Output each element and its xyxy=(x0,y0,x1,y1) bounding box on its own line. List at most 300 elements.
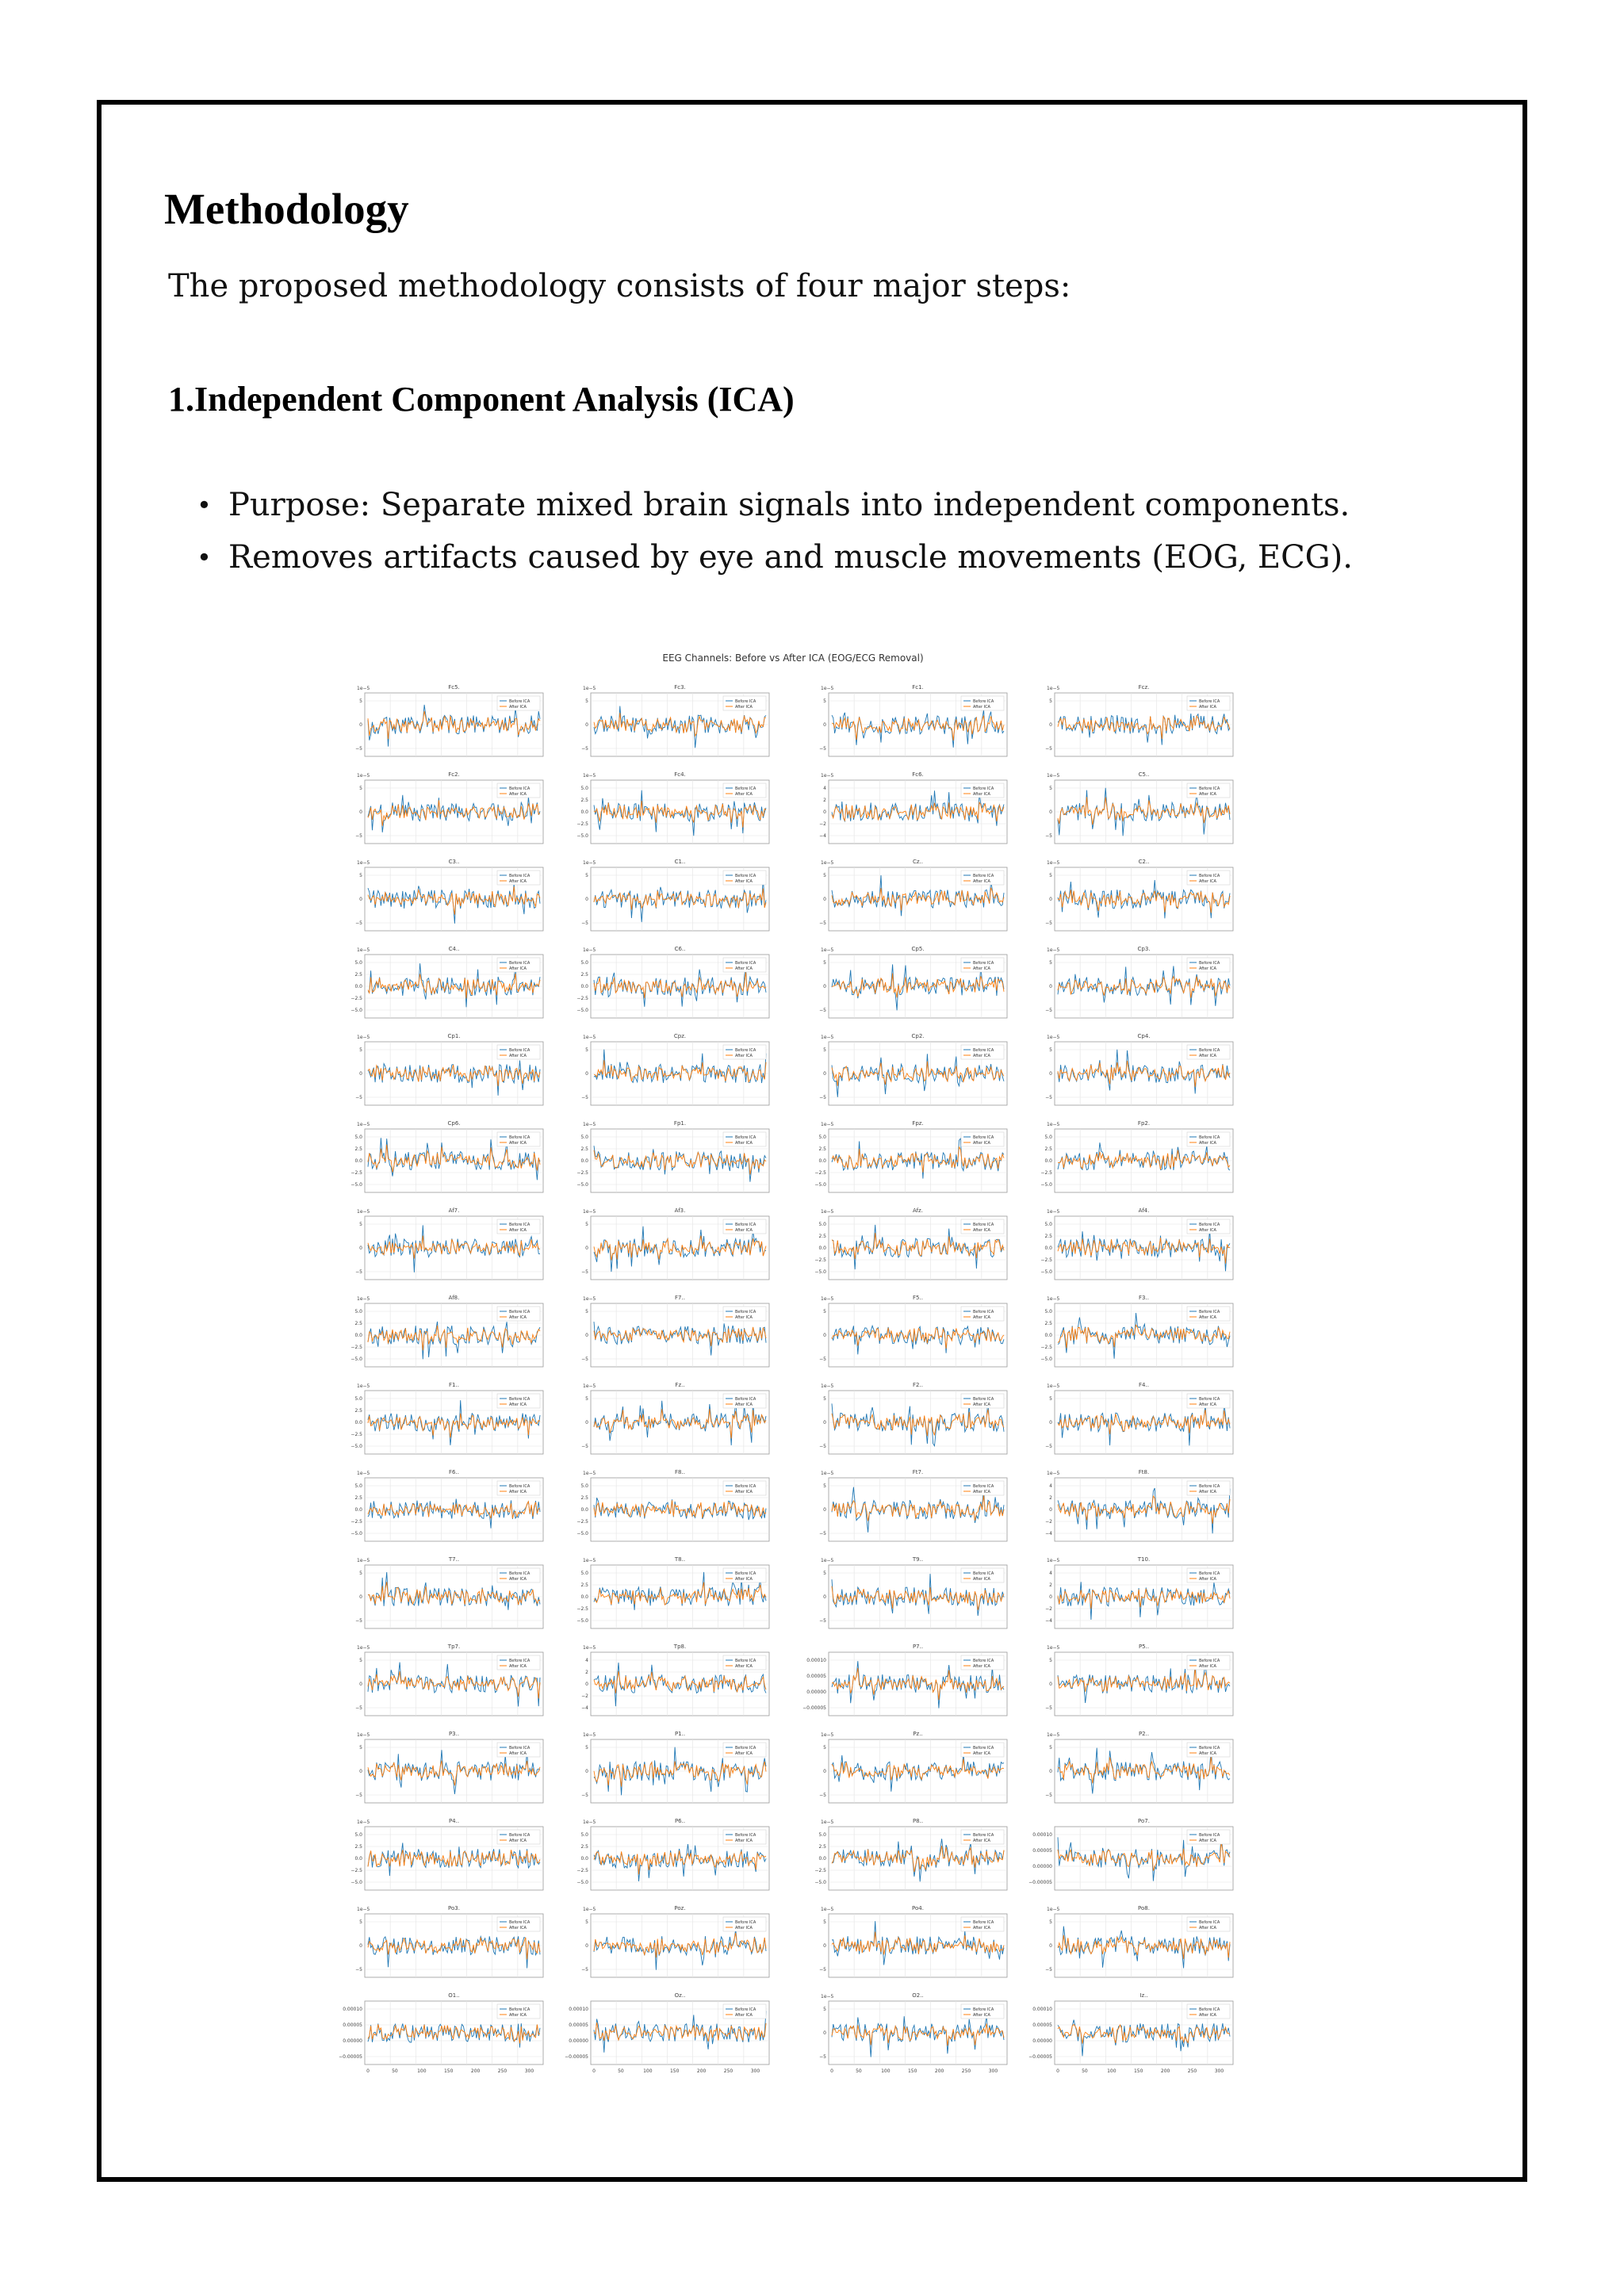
y-tick-label: −5.0 xyxy=(576,1008,588,1013)
y-tick-label: 2.5 xyxy=(354,1321,362,1326)
eeg-panel xyxy=(814,1120,1007,1192)
y-tick-label: 0 xyxy=(585,1246,588,1251)
panel-title: Pz.. xyxy=(913,1731,923,1737)
y-tick-label: 0 xyxy=(823,722,826,728)
legend-label: Before ICA xyxy=(973,786,994,791)
panel-title: F5.. xyxy=(913,1295,923,1301)
y-tick-label: −5 xyxy=(355,1967,362,1973)
eeg-panel xyxy=(581,684,769,756)
y-tick-label: −5 xyxy=(1045,1705,1052,1711)
y-tick-label: 0.00000 xyxy=(343,2038,362,2044)
legend-label: Before ICA xyxy=(973,1397,994,1402)
panel-title: Fc3. xyxy=(674,684,686,691)
y-tick-label: 2.5 xyxy=(580,798,588,803)
legend-label: Before ICA xyxy=(973,961,994,966)
y-tick-label: −5.0 xyxy=(350,1008,362,1013)
y-tick-label: −5 xyxy=(581,746,588,752)
y-tick-label: 5 xyxy=(1049,1919,1052,1925)
y-tick-label: 2.5 xyxy=(580,1495,588,1501)
y-tick-label: 5.0 xyxy=(580,960,588,966)
y-tick-label: 2.5 xyxy=(1044,1321,1052,1326)
legend-label: Before ICA xyxy=(735,1571,756,1576)
y-tick-label: 5 xyxy=(823,1396,826,1402)
y-tick-label: −5.0 xyxy=(814,1182,826,1188)
y-tick-label: 4 xyxy=(1049,1571,1052,1576)
panel-title: Fc1. xyxy=(912,684,924,691)
intro-paragraph: The proposed methodology consists of four major steps: xyxy=(168,268,1071,304)
y-tick-label: 5.0 xyxy=(580,1483,588,1489)
y-tick-label: 5 xyxy=(359,786,362,791)
panel-title: Fpz. xyxy=(912,1120,924,1127)
panel-title: P5.. xyxy=(1138,1644,1150,1650)
bullet-item xyxy=(197,485,1353,538)
scale-label: 1e−5 xyxy=(357,686,370,691)
eeg-panel xyxy=(1045,1731,1233,1803)
scale-label: 1e−5 xyxy=(821,947,834,953)
bullet-icon: • xyxy=(197,542,212,572)
legend-label: After ICA xyxy=(973,1490,990,1494)
legend-label: Before ICA xyxy=(509,1223,530,1227)
eeg-panel xyxy=(355,1556,543,1628)
y-tick-label: −5.0 xyxy=(1040,1269,1052,1275)
y-tick-label: −5 xyxy=(355,1793,362,1798)
legend-label: After ICA xyxy=(509,1839,527,1843)
legend-label: Before ICA xyxy=(973,1746,994,1751)
legend-label: Before ICA xyxy=(973,1920,994,1925)
legend-label: Before ICA xyxy=(735,1484,756,1489)
x-tick-label: 300 xyxy=(524,2068,534,2074)
x-tick-label: 50 xyxy=(618,2068,624,2074)
y-tick-label: 5 xyxy=(823,698,826,704)
legend-label: After ICA xyxy=(509,1577,527,1582)
y-tick-label: 0.00010 xyxy=(806,1658,826,1663)
legend-label: After ICA xyxy=(509,879,527,884)
y-tick-label: −5 xyxy=(819,1793,826,1798)
y-tick-label: −5 xyxy=(1045,1444,1052,1449)
panel-title: Cp5. xyxy=(911,946,925,952)
legend-label: After ICA xyxy=(509,1402,527,1407)
eeg-panel xyxy=(581,1295,769,1367)
eeg-panel xyxy=(1045,1382,1233,1454)
y-tick-label: 0 xyxy=(359,1769,362,1774)
y-tick-label: 2.5 xyxy=(354,972,362,978)
eeg-panel xyxy=(814,1207,1007,1280)
scale-label: 1e−5 xyxy=(821,1035,834,1040)
legend-label: Before ICA xyxy=(1199,1659,1220,1663)
bullet-item xyxy=(197,538,1353,590)
y-tick-label: 0 xyxy=(823,984,826,989)
scale-label: 1e−5 xyxy=(583,1035,596,1040)
y-tick-label: −5 xyxy=(1045,1967,1052,1973)
y-tick-label: 0.00010 xyxy=(1032,2007,1052,2012)
y-tick-label: 2 xyxy=(585,1670,588,1675)
y-tick-label: 5 xyxy=(823,1745,826,1751)
scale-label: 1e−5 xyxy=(357,947,370,953)
y-tick-label: −5.0 xyxy=(350,1182,362,1188)
panel-title: Af3. xyxy=(674,1207,686,1214)
legend-label: After ICA xyxy=(973,705,990,710)
y-tick-label: 0 xyxy=(1049,1682,1052,1687)
y-tick-label: −2.5 xyxy=(576,1868,588,1873)
eeg-panel xyxy=(1045,1556,1233,1628)
scale-label: 1e−5 xyxy=(821,1732,834,1738)
x-tick-label: 200 xyxy=(470,2068,481,2074)
y-tick-label: 5 xyxy=(823,873,826,878)
y-tick-label: 5.0 xyxy=(1044,1309,1052,1314)
eeg-panel xyxy=(581,859,769,931)
y-tick-label: 5 xyxy=(823,960,826,966)
eeg-panel xyxy=(576,1469,769,1541)
y-tick-label: 2.5 xyxy=(354,1408,362,1414)
eeg-panel xyxy=(1045,1905,1233,1977)
eeg-panel xyxy=(350,1382,543,1454)
y-tick-label: −5.0 xyxy=(350,1880,362,1885)
legend-label: Before ICA xyxy=(973,1659,994,1663)
y-tick-label: 5.0 xyxy=(580,786,588,791)
legend-label: After ICA xyxy=(509,1054,527,1058)
panel-title: Tp8. xyxy=(673,1644,687,1650)
panel-title: Po3. xyxy=(448,1905,460,1911)
y-tick-label: −2 xyxy=(1045,1519,1052,1525)
legend-label: Before ICA xyxy=(1199,1484,1220,1489)
y-tick-label: 0.0 xyxy=(818,1158,826,1164)
x-tick-label: 150 xyxy=(669,2068,680,2074)
legend-label: After ICA xyxy=(509,2013,527,2018)
y-tick-label: 5 xyxy=(359,1919,362,1925)
y-tick-label: −5 xyxy=(1045,833,1052,839)
legend-label: After ICA xyxy=(1199,1664,1216,1669)
legend-label: Before ICA xyxy=(509,1659,530,1663)
x-tick-label: 0 xyxy=(1056,2068,1059,2074)
y-tick-label: −5 xyxy=(819,1444,826,1449)
y-tick-label: −5 xyxy=(581,920,588,926)
legend-label: After ICA xyxy=(1199,792,1216,797)
legend-label: Before ICA xyxy=(973,2007,994,2012)
y-tick-label: 0 xyxy=(359,1071,362,1077)
legend-label: After ICA xyxy=(509,705,527,710)
scale-label: 1e−5 xyxy=(821,1296,834,1302)
y-tick-label: 0.00005 xyxy=(343,2022,362,2028)
legend-label: Before ICA xyxy=(1199,874,1220,878)
panel-title: T7.. xyxy=(448,1556,460,1563)
y-tick-label: 5 xyxy=(1049,1047,1052,1053)
legend-label: After ICA xyxy=(973,1926,990,1931)
y-tick-label: 5 xyxy=(359,1571,362,1576)
y-tick-label: 0.0 xyxy=(354,1333,362,1338)
x-tick-label: 150 xyxy=(443,2068,454,2074)
legend-label: Before ICA xyxy=(735,1920,756,1925)
scale-label: 1e−5 xyxy=(821,1209,834,1215)
y-tick-label: −5 xyxy=(1045,1095,1052,1100)
eeg-panel xyxy=(355,1207,543,1280)
panel-title: P4.. xyxy=(448,1818,460,1824)
panel-title: Cp3. xyxy=(1137,946,1151,952)
panel-title: F1.. xyxy=(449,1382,459,1388)
y-tick-label: 2 xyxy=(1049,1582,1052,1588)
legend-label: After ICA xyxy=(973,1402,990,1407)
x-tick-label: 250 xyxy=(723,2068,733,2074)
y-tick-label: 2.5 xyxy=(818,1844,826,1850)
y-tick-label: −4 xyxy=(1045,1531,1052,1536)
legend-label: After ICA xyxy=(1199,705,1216,710)
y-tick-label: 0 xyxy=(1049,897,1052,902)
scale-label: 1e−5 xyxy=(583,947,596,953)
panel-title: Fc4. xyxy=(674,771,686,778)
scale-label: 1e−5 xyxy=(357,1471,370,1476)
y-tick-label: −2.5 xyxy=(350,1519,362,1525)
legend-label: Before ICA xyxy=(1199,786,1220,791)
y-tick-label: 2 xyxy=(823,798,826,803)
eeg-panel xyxy=(1040,1207,1233,1280)
panel-title: P6.. xyxy=(674,1818,686,1824)
legend-label: After ICA xyxy=(973,2013,990,2018)
y-tick-label: 0.0 xyxy=(354,1856,362,1862)
panel-title: Fcz. xyxy=(1138,684,1150,691)
y-tick-label: 5.0 xyxy=(354,1396,362,1402)
x-tick-label: 100 xyxy=(417,2068,427,2074)
panel-title: Cp1. xyxy=(447,1033,461,1039)
legend-label: After ICA xyxy=(973,1315,990,1320)
y-tick-label: 0.00010 xyxy=(343,2007,362,2012)
y-tick-label: 0 xyxy=(359,1246,362,1251)
scale-label: 1e−5 xyxy=(1047,773,1060,779)
y-tick-label: −5 xyxy=(355,833,362,839)
eeg-panel xyxy=(581,1905,769,1977)
y-tick-label: 5 xyxy=(585,1919,588,1925)
legend-label: Before ICA xyxy=(973,1048,994,1053)
y-tick-label: 5 xyxy=(1049,1396,1052,1402)
legend-label: Before ICA xyxy=(1199,1571,1220,1576)
y-tick-label: −2.5 xyxy=(576,996,588,1001)
legend-label: After ICA xyxy=(735,1141,753,1146)
y-tick-label: 0 xyxy=(585,1333,588,1338)
scale-label: 1e−5 xyxy=(583,860,596,866)
y-tick-label: 0.0 xyxy=(580,1507,588,1513)
y-tick-label: −2 xyxy=(581,1693,588,1699)
scale-label: 1e−5 xyxy=(1047,1907,1060,1912)
y-tick-label: 0 xyxy=(1049,984,1052,989)
legend-label: After ICA xyxy=(973,1839,990,1843)
panel-title: C2.. xyxy=(1138,859,1150,865)
y-tick-label: −5 xyxy=(819,1967,826,1973)
y-tick-label: −0.00005 xyxy=(802,1705,826,1711)
panel-title: Cp4. xyxy=(1137,1033,1151,1039)
y-tick-label: 0 xyxy=(823,1507,826,1513)
panel-title: T8.. xyxy=(674,1556,686,1563)
y-tick-label: −2 xyxy=(819,821,826,827)
y-tick-label: 0 xyxy=(823,1943,826,1949)
scale-label: 1e−5 xyxy=(1047,686,1060,691)
x-tick-label: 150 xyxy=(1133,2068,1143,2074)
y-tick-label: 5 xyxy=(585,1222,588,1227)
y-tick-label: 0 xyxy=(359,1682,362,1687)
eeg-panel xyxy=(1045,684,1233,756)
y-tick-label: 0.0 xyxy=(580,984,588,989)
panel-title: Po8. xyxy=(1138,1905,1150,1911)
scale-label: 1e−5 xyxy=(1047,1471,1060,1476)
panel-title: F8.. xyxy=(675,1469,685,1475)
panel-title: C4.. xyxy=(448,946,460,952)
y-tick-label: 0 xyxy=(585,897,588,902)
y-tick-label: 5.0 xyxy=(354,1135,362,1140)
legend-label: Before ICA xyxy=(735,699,756,704)
legend-label: Before ICA xyxy=(1199,1833,1220,1838)
y-tick-label: 4 xyxy=(1049,1483,1052,1489)
scale-label: 1e−5 xyxy=(821,1383,834,1389)
y-tick-label: −5.0 xyxy=(576,1182,588,1188)
y-tick-label: 2.5 xyxy=(354,1844,362,1850)
x-tick-label: 50 xyxy=(856,2068,862,2074)
scale-label: 1e−5 xyxy=(1047,1732,1060,1738)
legend-label: After ICA xyxy=(509,1751,527,1756)
legend-label: After ICA xyxy=(1199,2013,1216,2018)
panel-title: Af8. xyxy=(448,1295,460,1301)
legend-label: Before ICA xyxy=(509,786,530,791)
y-tick-label: 5.0 xyxy=(354,1832,362,1838)
eeg-panel xyxy=(802,1644,1007,1716)
legend-label: Before ICA xyxy=(1199,1746,1220,1751)
legend-label: Before ICA xyxy=(1199,961,1220,966)
y-tick-label: 0 xyxy=(1049,1507,1052,1513)
y-tick-label: 0 xyxy=(823,1769,826,1774)
scale-label: 1e−5 xyxy=(821,1907,834,1912)
y-tick-label: 0.0 xyxy=(580,809,588,815)
bullet-text: Purpose: Separate mixed brain signals into independent components. xyxy=(228,487,1350,523)
y-tick-label: 5 xyxy=(359,1658,362,1663)
scale-label: 1e−5 xyxy=(1047,1558,1060,1563)
scale-label: 1e−5 xyxy=(821,1471,834,1476)
y-tick-label: 5 xyxy=(585,873,588,878)
panel-title: P8.. xyxy=(912,1818,924,1824)
y-tick-label: −5 xyxy=(355,746,362,752)
y-tick-label: 0 xyxy=(1049,1071,1052,1077)
panel-title: Cz.. xyxy=(912,859,924,865)
legend-label: After ICA xyxy=(1199,1490,1216,1494)
y-tick-label: 5.0 xyxy=(354,960,362,966)
scale-label: 1e−5 xyxy=(821,860,834,866)
scale-label: 1e−5 xyxy=(583,1209,596,1215)
y-tick-label: 0 xyxy=(359,897,362,902)
y-tick-label: −4 xyxy=(581,1705,588,1711)
legend-label: Before ICA xyxy=(509,874,530,878)
y-tick-label: −5 xyxy=(819,1357,826,1362)
x-tick-label: 300 xyxy=(1214,2068,1224,2074)
y-tick-label: −5 xyxy=(819,920,826,926)
y-tick-label: 5 xyxy=(585,1047,588,1053)
eeg-panel xyxy=(819,946,1007,1018)
y-tick-label: 0.00010 xyxy=(569,2007,588,2012)
y-tick-label: −2.5 xyxy=(350,1345,362,1350)
eeg-panel xyxy=(819,1469,1007,1541)
legend-label: After ICA xyxy=(509,792,527,797)
y-tick-label: 0 xyxy=(359,809,362,815)
panel-title: Fc5. xyxy=(448,684,460,691)
legend-label: After ICA xyxy=(735,2013,753,2018)
y-tick-label: 5 xyxy=(585,1309,588,1314)
y-tick-label: 5 xyxy=(823,1309,826,1314)
legend-label: After ICA xyxy=(973,1664,990,1669)
eeg-panel xyxy=(350,946,543,1018)
legend-label: After ICA xyxy=(509,1926,527,1931)
panel-title: Oz.. xyxy=(674,1992,686,1999)
x-tick-label: 50 xyxy=(392,2068,398,2074)
y-tick-label: 2.5 xyxy=(580,1582,588,1588)
eeg-panel xyxy=(350,1295,543,1367)
legend-label: After ICA xyxy=(1199,1402,1216,1407)
legend-label: Before ICA xyxy=(735,1833,756,1838)
scale-label: 1e−5 xyxy=(357,1383,370,1389)
y-tick-label: 0 xyxy=(359,722,362,728)
legend-label: After ICA xyxy=(735,1402,753,1407)
y-tick-label: 5.0 xyxy=(818,1832,826,1838)
y-tick-label: −0.00005 xyxy=(1028,1880,1052,1885)
scale-label: 1e−5 xyxy=(583,1732,596,1738)
y-tick-label: −5 xyxy=(1045,1008,1052,1013)
y-tick-label: −5.0 xyxy=(1040,1182,1052,1188)
legend-label: After ICA xyxy=(735,1228,753,1233)
y-tick-label: 5 xyxy=(359,1745,362,1751)
scale-label: 1e−5 xyxy=(821,1558,834,1563)
y-tick-label: 0.0 xyxy=(580,1856,588,1862)
eeg-panel xyxy=(819,684,1007,756)
panel-title: P2.. xyxy=(1138,1731,1150,1737)
legend-label: Before ICA xyxy=(735,1135,756,1140)
y-tick-label: −0.00005 xyxy=(565,2054,588,2060)
panel-title: Fc6. xyxy=(912,771,924,778)
x-tick-label: 100 xyxy=(1107,2068,1116,2074)
y-tick-label: 0.0 xyxy=(354,1507,362,1513)
y-tick-label: −2.5 xyxy=(576,1606,588,1612)
y-tick-label: −5 xyxy=(355,920,362,926)
scale-label: 1e−5 xyxy=(357,1820,370,1825)
legend-label: After ICA xyxy=(1199,966,1216,971)
eeg-panel xyxy=(1028,1992,1233,2074)
panel-title: C3.. xyxy=(448,859,460,865)
legend-label: After ICA xyxy=(1199,1926,1216,1931)
x-tick-label: 0 xyxy=(830,2068,833,2074)
y-tick-label: 2.5 xyxy=(1044,1234,1052,1239)
legend-label: After ICA xyxy=(1199,879,1216,884)
y-tick-label: 0 xyxy=(823,1420,826,1425)
legend-label: After ICA xyxy=(735,1751,753,1756)
legend-label: Before ICA xyxy=(1199,2007,1220,2012)
eeg-panel xyxy=(1045,1644,1233,1716)
eeg-panel xyxy=(565,1992,769,2074)
legend-label: After ICA xyxy=(509,1664,527,1669)
legend-label: After ICA xyxy=(509,1315,527,1320)
y-tick-label: 5 xyxy=(359,1047,362,1053)
y-tick-label: 0 xyxy=(359,1943,362,1949)
y-tick-label: 5.0 xyxy=(818,1135,826,1140)
legend-label: After ICA xyxy=(735,1054,753,1058)
y-tick-label: −2.5 xyxy=(576,1519,588,1525)
y-tick-label: −4 xyxy=(819,833,826,839)
panel-title: Iz.. xyxy=(1139,1992,1148,1999)
y-tick-label: 0.0 xyxy=(354,1158,362,1164)
scale-label: 1e−5 xyxy=(1047,1296,1060,1302)
panel-title: Fp1. xyxy=(673,1120,687,1127)
eeg-figure-svg xyxy=(321,647,1265,2114)
y-tick-label: 5 xyxy=(1049,1658,1052,1663)
panel-title: Fp2. xyxy=(1137,1120,1151,1127)
eeg-panel xyxy=(1045,1469,1233,1541)
y-tick-label: 2.5 xyxy=(580,972,588,978)
eeg-panel xyxy=(1045,859,1233,931)
y-tick-label: −2.5 xyxy=(814,1868,826,1873)
y-tick-label: −5.0 xyxy=(576,1618,588,1624)
legend-label: Before ICA xyxy=(973,699,994,704)
legend-label: After ICA xyxy=(973,879,990,884)
